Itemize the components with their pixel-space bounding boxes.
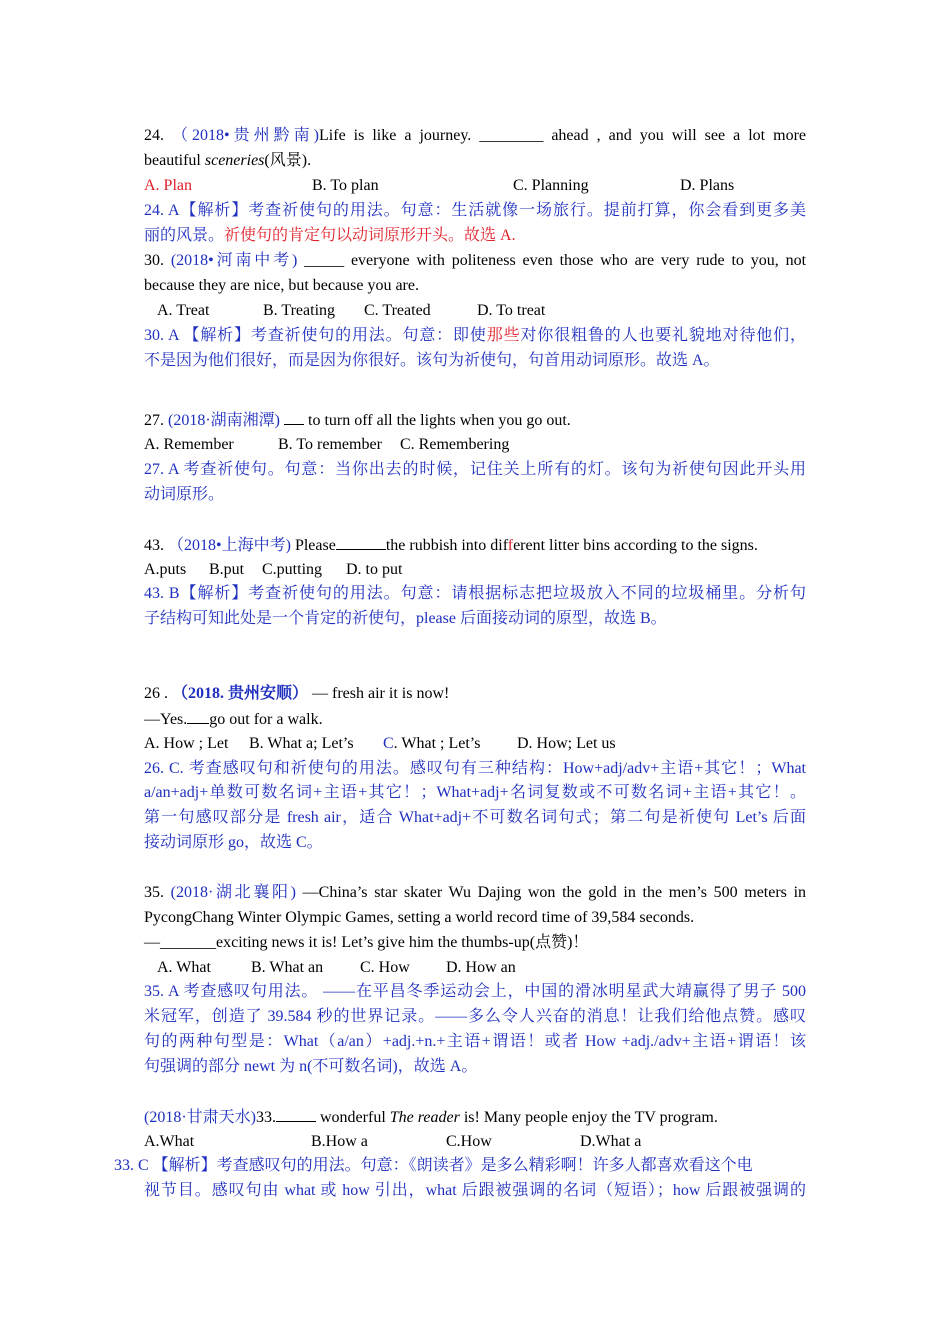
- q35-answer-line3: 句的两种句型是：What（a/an）+adj.+n.+主语+谓语！或者 How +adj./adv+主语+谓语！该: [144, 1033, 806, 1050]
- q33-stem: (2018·甘肃天水)33. wonderful The reader is! Many people enjoy the TV program.: [144, 1109, 718, 1126]
- q33-option-a: A.What: [144, 1133, 195, 1150]
- q27-stem: 27. (2018·湖南湘潭) to turn off all the lights when you go out.: [144, 412, 571, 429]
- q30-answer-line1: 30. A 【解析】考查祈使句的用法。句意：即使那些对你很粗鲁的人也要礼貌地对待他们，: [144, 327, 806, 344]
- q27-answer-line1: 27. A 考查祈使句。句意：当你出去的时候，记住关上所有的灯。该句为祈使句因此开头用: [144, 461, 806, 478]
- q24-stem-line1: 24. （2018•贵州黔南)Life is like a journey. ________ ahead , and you will see a lot more: [144, 127, 807, 144]
- q26-source: （2018. 贵州安顺）: [172, 685, 309, 702]
- q35-option-a: A. What: [157, 959, 211, 976]
- q26-stem-line1: 26 . （2018. 贵州安顺） — fresh air it is now!: [144, 685, 450, 702]
- q43-blank: [336, 535, 386, 550]
- q35-source: (2018·湖北襄阳): [170, 884, 296, 901]
- q27-source: (2018·湖南湘潭): [168, 412, 280, 429]
- q43-option-a: A.puts: [144, 561, 187, 578]
- q24-option-c: C. Planning: [513, 177, 589, 194]
- q27-option-c: C. Remembering: [400, 436, 510, 453]
- q33-option-d: D.What a: [580, 1133, 642, 1150]
- q26-option-c: C. What ; Let’s: [383, 735, 481, 752]
- q30-stem-line1: 30. (2018•河南中考) _____ everyone with politeness even those who are very rude to you, not: [144, 252, 807, 269]
- q26-option-a: A. How ; Let: [144, 735, 229, 752]
- q43-answer-line2: 子结构可知此处是一个肯定的祈使句，please 后面接动词的原型，故选 B。: [144, 610, 667, 627]
- q26-answer-line3: 第一句感叹部分是 fresh air，适合 What+adj+不可数名词句式；第二句是祈使句 Let’s 后面: [144, 809, 806, 826]
- q30-answer-line2: 不是因为他们很好，而是因为你很好。该句为祈使句，句首用动词原形。故选 A。: [144, 352, 720, 369]
- q43-option-b: B.put: [209, 561, 245, 578]
- q30-source: (2018•河南中考): [170, 252, 298, 269]
- q30-option-b: B. Treating: [263, 302, 336, 319]
- q33-blank: [276, 1107, 316, 1122]
- q24-stem-line2: beautiful sceneries(风景).: [144, 152, 312, 169]
- q35-option-c: C. How: [360, 959, 410, 976]
- q27-option-a: A. Remember: [144, 436, 234, 453]
- q27-option-b: B. To remember: [278, 436, 382, 453]
- q43-source: （2018•上海中考): [168, 537, 291, 554]
- q35-answer-line4: 句强调的部分 newt 为 n(不可数名词)，故选 A。: [144, 1058, 478, 1075]
- q33-answer-line2: 视节目。感叹句由 what 或 how 引出，what 后跟被强调的名词（短语）；how 后跟被强调的: [144, 1182, 806, 1199]
- q30-option-a: A. Treat: [157, 302, 210, 319]
- q26-answer-line1: 26. C. 考查感叹句和祈使句的用法。感叹句有三种结构：How+adj/adv+主语+其它！；What: [144, 760, 806, 777]
- q27-blank: [284, 410, 304, 425]
- q24-option-b: B. To plan: [312, 177, 379, 194]
- q35-stem-line3: —_______exciting news it is! Let’s give him the thumbs-up(点赞)！: [144, 934, 589, 951]
- q35-stem-line1: 35. (2018·湖北襄阳) —China’s star skater Wu Dajing won the gold in the men’s 500 meters in: [144, 884, 807, 901]
- q35-option-d: D. How an: [446, 959, 516, 976]
- q43-stem: 43. （2018•上海中考) Please the rubbish into different litter bins according to the signs.: [144, 537, 758, 554]
- q33-option-c: C.How: [446, 1133, 492, 1150]
- q24-source: （2018•贵州黔南): [172, 127, 320, 144]
- q33-source: (2018·甘肃天水): [144, 1109, 256, 1126]
- q27-answer-line2: 动词原形。: [144, 486, 225, 503]
- q26-answer-line4: 接动词原形 go，故选 C。: [144, 834, 323, 851]
- q33-option-b: B.How a: [311, 1133, 368, 1150]
- q30-option-c: C. Treated: [364, 302, 431, 319]
- q24-answer-line2: 丽的风景。祈使句的肯定句以动词原形开头。故选 A.: [144, 227, 516, 244]
- q24-option-d: D. Plans: [680, 177, 735, 194]
- q35-stem-line2: PycongChang Winter Olympic Games, setting a world record time of 39,584 seconds.: [144, 909, 695, 926]
- q35-option-b: B. What an: [251, 959, 324, 976]
- q24-answer-line1: 24. A【解析】考查祈使句的用法。句意：生活就像一场旅行。提前打算，你会看到更多美: [144, 202, 806, 219]
- q24-option-a: A. Plan: [144, 177, 192, 194]
- q33-answer-line1: 33. C 【解析】考查感叹句的用法。句意：《朗读者》是多么精彩啊！许多人都喜欢看这个电: [114, 1157, 753, 1174]
- q26-blank: [187, 709, 209, 724]
- q26-answer-line2: a/an+adj+单数可数名词+主语+其它！；What+adj+名词复数或不可数名词+主语+其它！。: [144, 784, 806, 801]
- q30-stem-line2: because they are nice, but because you are.: [144, 277, 419, 294]
- q43-answer-line1: 43. B【解析】考查祈使句的用法。句意：请根据标志把垃圾放入不同的垃圾桶里。分析句: [144, 585, 806, 602]
- q30-option-d: D. To treat: [477, 302, 546, 319]
- q26-option-b: B. What a; Let’s: [249, 735, 354, 752]
- q43-option-c: C.putting: [262, 561, 323, 578]
- q26-stem-line2: —Yes. go out for a walk.: [144, 711, 323, 728]
- q35-answer-line2: 米冠军，创造了 39.584 秒的世界记录。——多么令人兴奋的消息！让我们给他点赞。感叹: [144, 1008, 806, 1025]
- q26-option-d: D. How; Let us: [517, 735, 616, 752]
- q43-option-d: D. to put: [346, 561, 403, 578]
- q35-answer-line1: 35. A 考查感叹句用法。 ——在平昌冬季运动会上，中国的滑冰明星武大靖赢得了男子 500: [144, 983, 806, 1000]
